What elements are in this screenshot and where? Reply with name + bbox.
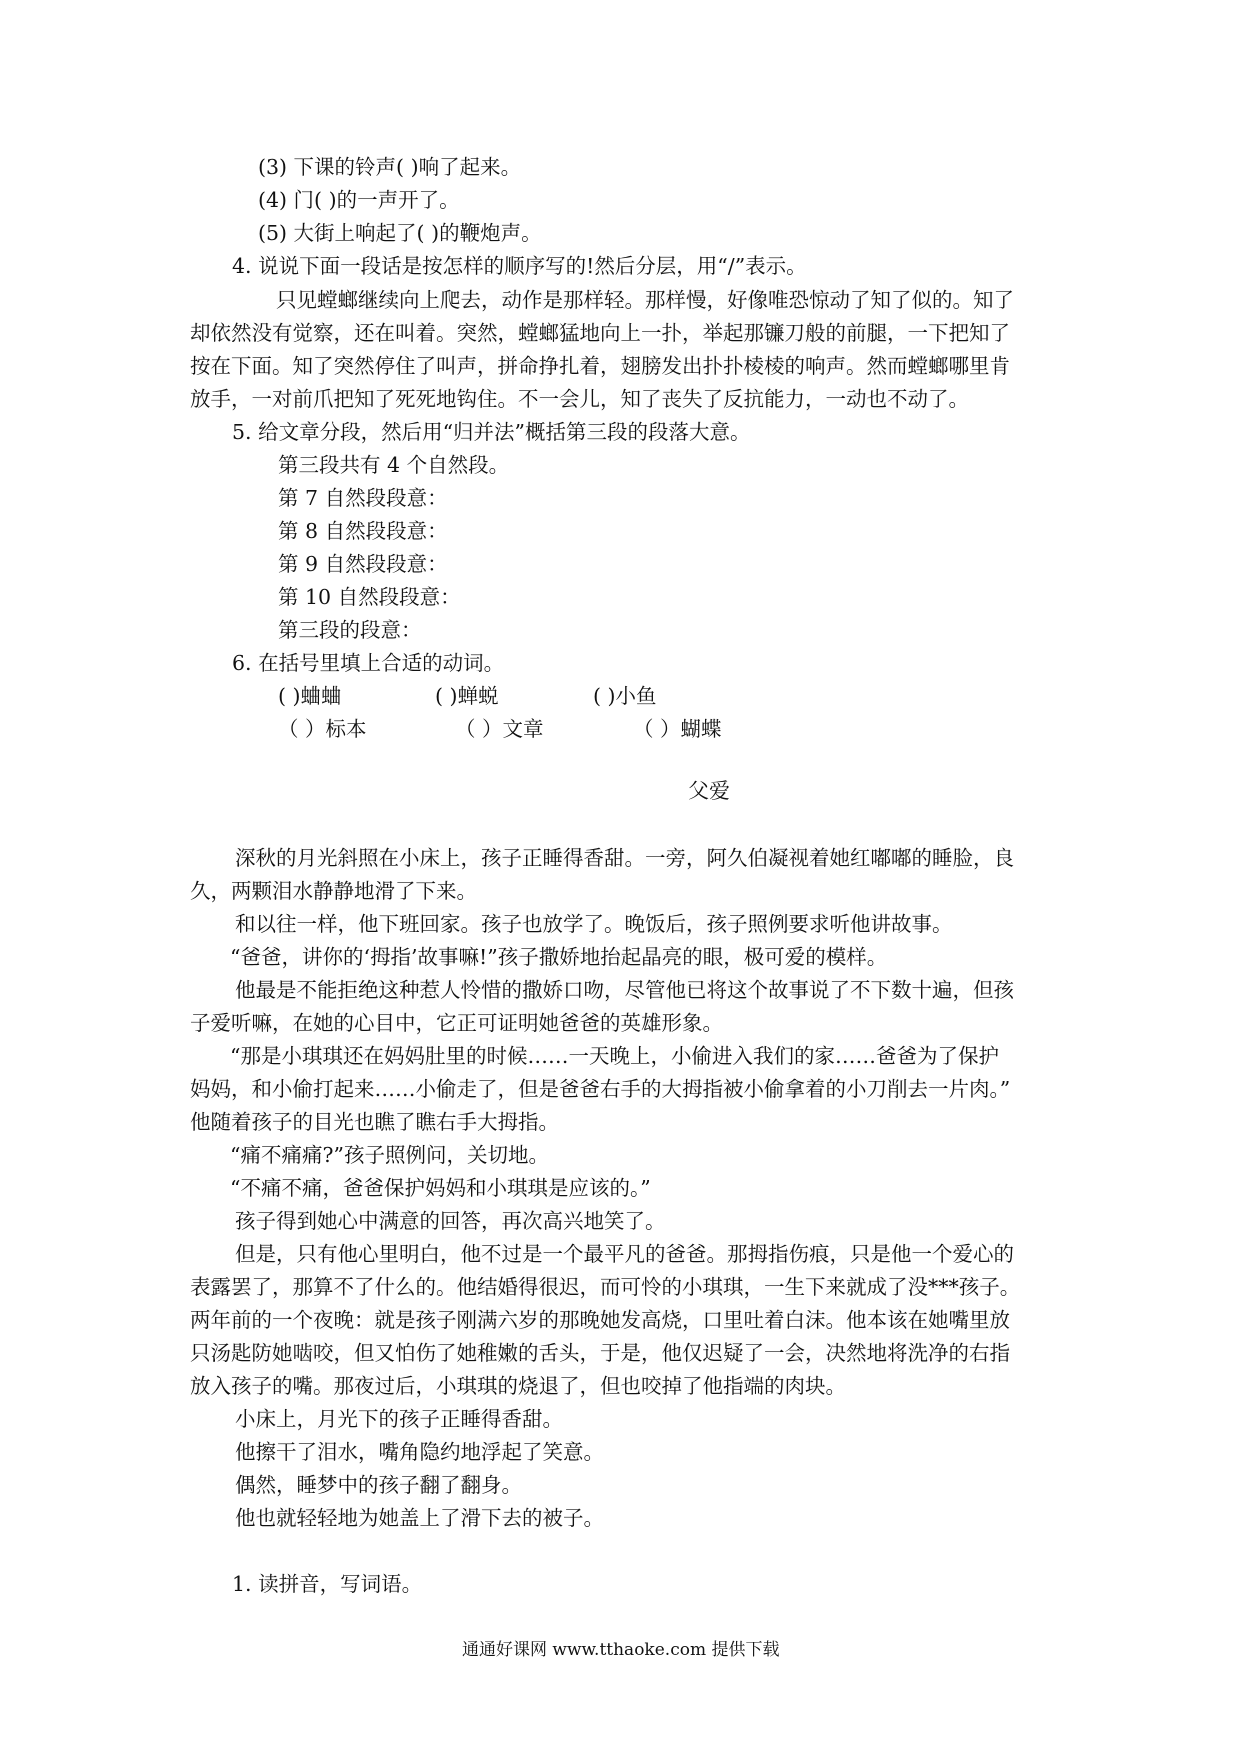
story-line: “爸爸，讲你的‘拇指’故事嘛!”孩子撒娇地抬起晶亮的眼，极可爱的模样。 bbox=[230, 945, 888, 969]
q5-item: 第 7 自然段段意： bbox=[278, 486, 448, 510]
q4-prompt: 4. 说说下面一段话是按怎样的顺序写的!然后分层，用“/”表示。 bbox=[232, 254, 807, 278]
story-line: “痛不痛痛?”孩子照例问，关切地。 bbox=[230, 1143, 549, 1167]
q1-prompt: 1. 读拼音，写词语。 bbox=[232, 1572, 423, 1596]
q6-blank: （ ）蝴蝶 bbox=[633, 717, 722, 741]
q6-blank: ( )蝉蜕 bbox=[435, 684, 499, 708]
story-line: 孩子得到她心中满意的回答，再次高兴地笑了。 bbox=[235, 1209, 666, 1233]
story-title: 父爱 bbox=[688, 779, 730, 803]
q4-passage-line: 放手，一对前爪把知了死死地钩住。不一会儿，知了丧失了反抗能力，一动也不动了。 bbox=[190, 387, 969, 411]
q3-item-3: (3) 下课的铃声( )响了起来。 bbox=[258, 155, 522, 179]
page-footer: 通通好课网 www.tthaoke.com 提供下载 bbox=[462, 1640, 780, 1660]
q5-item: 第 10 自然段段意： bbox=[278, 585, 461, 609]
story-line: 深秋的月光斜照在小床上，孩子正睡得香甜。一旁，阿久伯凝视着她红嘟嘟的睡脸，良 bbox=[235, 846, 1014, 870]
q3-item-5: (5) 大街上响起了( )的鞭炮声。 bbox=[258, 221, 542, 245]
story-line: 只汤匙防她啮咬，但又怕伤了她稚嫩的舌头，于是，他仅迟疑了一会，决然地将洗净的右指 bbox=[190, 1341, 1010, 1365]
q3-item-4: (4) 门( )的一声开了。 bbox=[258, 188, 460, 212]
story-line: “那是小琪琪还在妈妈肚里的时候……一天晚上，小偷进入我们的家……爸爸为了保护 bbox=[230, 1044, 999, 1068]
q5-prompt: 5. 给文章分段，然后用“归并法”概括第三段的段落大意。 bbox=[232, 420, 751, 444]
q5-item: 第 8 自然段段意： bbox=[278, 519, 448, 543]
q5-item: 第 9 自然段段意： bbox=[278, 552, 448, 576]
story-line: 但是，只有他心里明白，他不过是一个最平凡的爸爸。那拇指伤痕，只是他一个爱心的 bbox=[235, 1242, 1014, 1266]
story-line: 两年前的一个夜晚：就是孩子刚满六岁的那晚她发高烧，口里吐着白沫。他本该在她嘴里放 bbox=[190, 1308, 1010, 1332]
q4-passage-line: 却依然没有觉察，还在叫着。突然，螳螂猛地向上一扑，举起那镰刀般的前腿，一下把知了 bbox=[190, 321, 1010, 345]
q6-prompt: 6. 在括号里填上合适的动词。 bbox=[232, 651, 505, 675]
story-line: 他最是不能拒绝这种惹人怜惜的撒娇口吻，尽管他已将这个故事说了不下数十遍，但孩 bbox=[235, 978, 1014, 1002]
q6-blank: （ ）文章 bbox=[455, 717, 544, 741]
story-line: 偶然，睡梦中的孩子翻了翻身。 bbox=[235, 1473, 522, 1497]
q6-blank: ( )蛐蛐 bbox=[278, 684, 342, 708]
story-line: 久，两颗泪水静静地滑了下来。 bbox=[190, 879, 477, 903]
story-line: 放入孩子的嘴。那夜过后，小琪琪的烧退了，但也咬掉了他指端的肉块。 bbox=[190, 1374, 846, 1398]
story-line: 表露罢了，那算不了什么的。他结婚得很迟，而可怜的小琪琪，一生下来就成了没***孩子。 bbox=[190, 1275, 1021, 1299]
q4-passage-line: 按在下面。知了突然停住了叫声，拼命挣扎着，翅膀发出扑扑棱棱的响声。然而螳螂哪里肯 bbox=[190, 354, 1010, 378]
story-line: “不痛不痛，爸爸保护妈妈和小琪琪是应该的。” bbox=[230, 1176, 651, 1200]
story-line: 他擦干了泪水，嘴角隐约地浮起了笑意。 bbox=[235, 1440, 604, 1464]
story-line: 小床上，月光下的孩子正睡得香甜。 bbox=[235, 1407, 563, 1431]
q5-item: 第三段共有 4 个自然段。 bbox=[278, 453, 510, 477]
story-line: 他随着孩子的目光也瞧了瞧右手大拇指。 bbox=[190, 1110, 559, 1134]
q4-passage-line: 只见螳螂继续向上爬去，动作是那样轻。那样慢，好像唯恐惊动了知了似的。知了 bbox=[276, 288, 1014, 312]
story-line: 他也就轻轻地为她盖上了滑下去的被子。 bbox=[235, 1506, 604, 1530]
story-line: 和以往一样，他下班回家。孩子也放学了。晚饭后，孩子照例要求听他讲故事。 bbox=[235, 912, 953, 936]
story-line: 子爱听嘛，在她的心目中，它正可证明她爸爸的英雄形象。 bbox=[190, 1011, 723, 1035]
q6-blank: （ ）标本 bbox=[278, 717, 367, 741]
q6-blank: ( )小鱼 bbox=[593, 684, 657, 708]
q5-item: 第三段的段意： bbox=[278, 618, 422, 642]
story-line: 妈妈，和小偷打起来……小偷走了，但是爸爸右手的大拇指被小偷拿着的小刀削去一片肉。” bbox=[190, 1077, 1011, 1101]
